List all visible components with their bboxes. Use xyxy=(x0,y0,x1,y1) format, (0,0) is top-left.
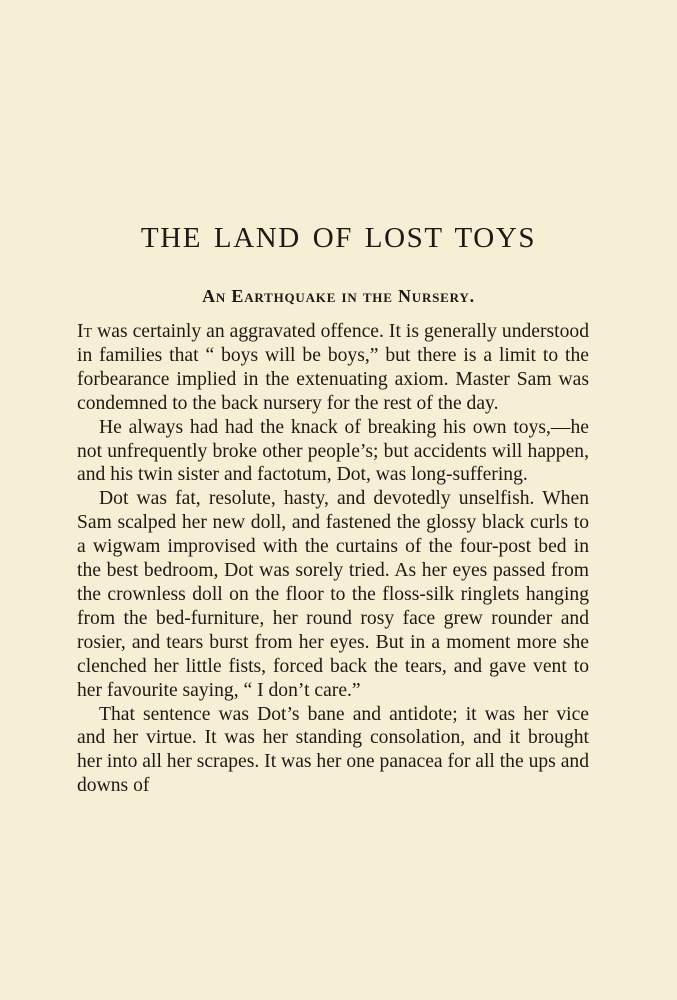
body-text xyxy=(77,320,589,798)
paragraph-2: He always had had the knack of breaking his own toys,—he not unfrequently broke other people’s; but accidents will happen, and his twin sister and factotum, Dot, was long-suffering. xyxy=(77,416,589,486)
paragraph-3: Dot was fat, resolute, hasty, and devotedly unselfish. When Sam scalped her new doll, and fastened the glossy black curls to a wigwam improvised with the curtains of the four-post bed in the best bedroom, Dot was sorely tried. As her eyes passed from the crownless doll on the floor to the floss-silk ringlets hanging from the bed-furniture, her round rosy face grew rounder and rosier, and tears burst from her eyes. But in a moment more she clenched her little fists, forced back the tears, and gave vent to her favourite saying, “ I don’t care.” xyxy=(77,488,589,701)
paragraph-4: That sentence was Dot’s bane and antidote; it was her vice and her virtue. It was her standing consolation, and it brought her into all her scrapes. It was her one panacea for all the ups and downs of xyxy=(77,703,589,797)
paragraph-1-text: was certainly an aggravated offence. It is generally understood in families that “ boys will be boys,” but there is a limit to the forbearance implied in the extenuating axiom. Master Sam was condemned to the back nursery for the rest of the day. xyxy=(77,321,589,414)
opening-word: It xyxy=(77,321,93,342)
paragraph-1 xyxy=(77,320,589,416)
chapter-title: THE LAND OF LOST TOYS xyxy=(140,222,537,254)
section-subtitle: An Earthquake in the Nursery. xyxy=(202,286,475,306)
